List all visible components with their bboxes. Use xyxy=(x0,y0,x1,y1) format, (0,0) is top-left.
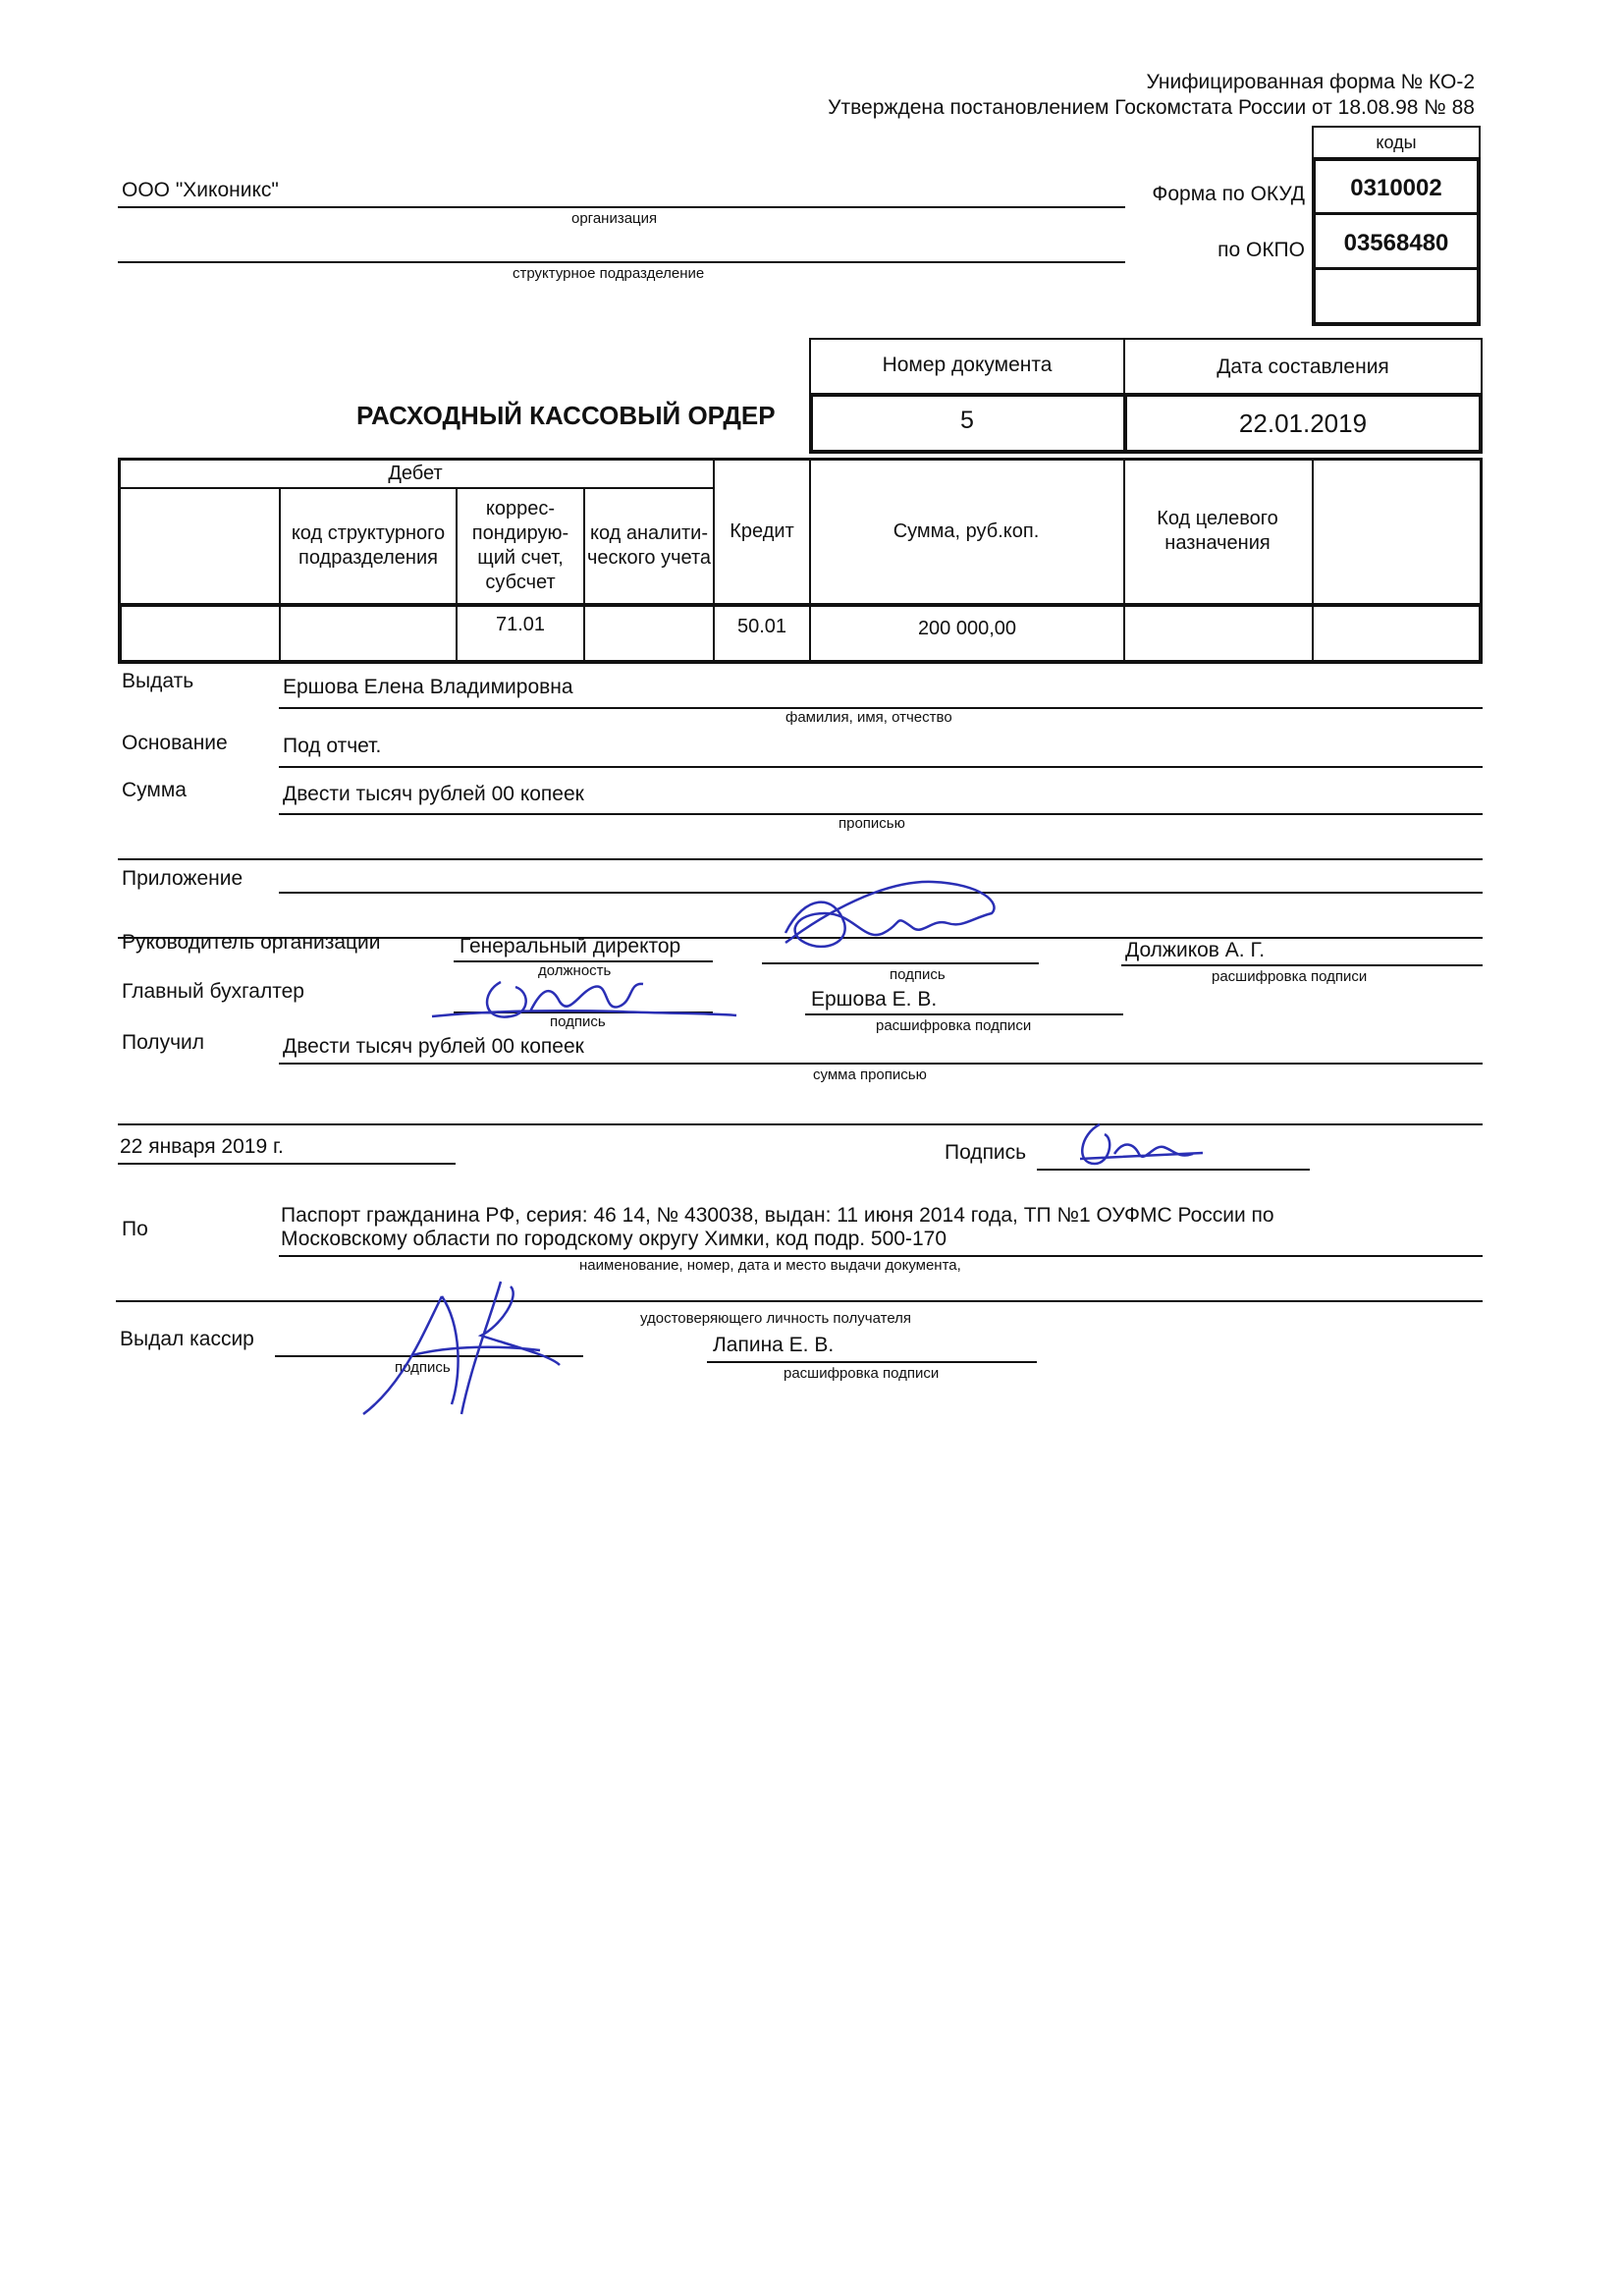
basis-label: Основание xyxy=(122,732,228,754)
col-account-header: коррес-пондирую-щий счет, субсчет xyxy=(471,498,569,593)
issue-caption: фамилия, имя, отчество xyxy=(785,709,952,726)
head-position-caption: должность xyxy=(538,962,612,979)
okud-label: Форма по ОКУД xyxy=(1152,183,1305,205)
form-name: Унифицированная форма № КО-2 xyxy=(1146,71,1475,93)
basis-value: Под отчет. xyxy=(283,735,382,757)
sum-caption: прописью xyxy=(839,815,905,832)
row-credit: 50.01 xyxy=(736,615,787,637)
head-signature-mark xyxy=(766,874,1001,982)
document-title: РАСХОДНЫЙ КАССОВЫЙ ОРДЕР xyxy=(356,401,776,430)
received-value: Двести тысяч рублей 00 копеек xyxy=(283,1035,584,1058)
passport-line-2: Московскому области по городскому округу Химки, код подр. 500-170 xyxy=(281,1228,947,1250)
head-name: Должиков А. Г. xyxy=(1125,939,1266,961)
attachment-label: Приложение xyxy=(122,867,243,890)
accountant-name: Ершова Е. В. xyxy=(811,988,938,1011)
head-label: Руководитель организации xyxy=(122,931,381,954)
col-credit-header: Кредит xyxy=(730,519,794,542)
col-purpose-header: Код целевого назначения xyxy=(1157,508,1278,554)
doc-number-value: 5 xyxy=(960,407,974,434)
receiver-signature-mark xyxy=(1060,1110,1208,1178)
doc-number-label: Номер документа xyxy=(882,354,1053,376)
organization-caption: организация xyxy=(571,210,658,227)
okpo-label: по ОКПО xyxy=(1217,239,1305,261)
received-line xyxy=(279,1063,1483,1065)
po-label: По xyxy=(122,1218,148,1240)
cashier-name: Лапина Е. В. xyxy=(713,1334,835,1356)
doc-date-value: 22.01.2019 xyxy=(1238,409,1368,438)
issue-label: Выдать xyxy=(122,670,194,692)
codes-title: коды xyxy=(1376,133,1417,152)
head-name-line xyxy=(1121,964,1483,966)
head-sign-caption: подпись xyxy=(890,966,946,983)
okpo-value: 03568480 xyxy=(1343,230,1449,256)
form-approval: Утверждена постановлением Госкомстата России от 18.08.98 № 88 xyxy=(828,96,1475,119)
debit-header: Дебет xyxy=(388,462,443,484)
sum-label: Сумма xyxy=(122,779,187,801)
cashier-sign-caption: подпись xyxy=(395,1359,451,1376)
codes-title-cell xyxy=(1312,126,1481,159)
accountant-name-caption: расшифровка подписи xyxy=(876,1017,1032,1034)
cashier-signature-mark xyxy=(353,1277,569,1424)
head-position: Генеральный директор xyxy=(460,935,681,957)
cashier-name-caption: расшифровка подписи xyxy=(784,1365,940,1382)
codes-divider-1 xyxy=(1312,212,1481,215)
sum-line-2 xyxy=(118,858,1483,860)
doc-date-label: Дата составления xyxy=(1217,355,1389,378)
unit-line xyxy=(118,261,1125,263)
accountant-name-line xyxy=(805,1013,1123,1015)
table-vline-7 xyxy=(1312,458,1314,662)
unit-caption: структурное подразделение xyxy=(513,265,705,282)
passport-line-2-rule xyxy=(116,1300,1483,1302)
table-vline-6 xyxy=(1123,458,1125,662)
col-sum-header: Сумма, руб.коп. xyxy=(893,519,1040,542)
cashier-name-line xyxy=(707,1361,1037,1363)
organization-name: ООО "Хиконикс" xyxy=(122,179,279,201)
okud-value: 0310002 xyxy=(1350,175,1442,201)
organization-line xyxy=(118,206,1125,208)
receiver-signature-label: Подпись xyxy=(945,1141,1027,1164)
basis-line xyxy=(279,766,1483,768)
passport-line-1: Паспорт гражданина РФ, серия: 46 14, № 430038, выдан: 11 июня 2014 года, ТП №1 ОУФМС России по xyxy=(281,1204,1274,1227)
row-sum: 200 000,00 xyxy=(917,617,1017,639)
passport-caption-1: наименование, номер, дата и место выдачи документа, xyxy=(579,1257,961,1274)
received-line-2 xyxy=(118,1123,1483,1125)
passport-caption-2: удостоверяющего личность получателя xyxy=(640,1310,912,1327)
sum-value: Двести тысяч рублей 00 копеек xyxy=(283,783,584,805)
accountant-signature-mark xyxy=(422,962,746,1041)
codes-divider-2 xyxy=(1312,267,1481,270)
col-unit-header: код структурного подразделения xyxy=(291,522,446,569)
receipt-date-line xyxy=(118,1163,456,1165)
issue-value: Ершова Елена Владимировна xyxy=(283,676,573,698)
accountant-sign-caption: подпись xyxy=(550,1013,606,1030)
received-label: Получил xyxy=(122,1031,204,1054)
cashier-label: Выдал кассир xyxy=(120,1328,254,1350)
receipt-date: 22 января 2019 г. xyxy=(120,1135,284,1158)
col-analytic-header: код аналити-ческого учета xyxy=(586,522,712,569)
row-account: 71.01 xyxy=(495,613,546,635)
received-caption: сумма прописью xyxy=(813,1066,927,1083)
accountant-label: Главный бухгалтер xyxy=(122,980,304,1003)
head-name-caption: расшифровка подписи xyxy=(1212,968,1368,985)
